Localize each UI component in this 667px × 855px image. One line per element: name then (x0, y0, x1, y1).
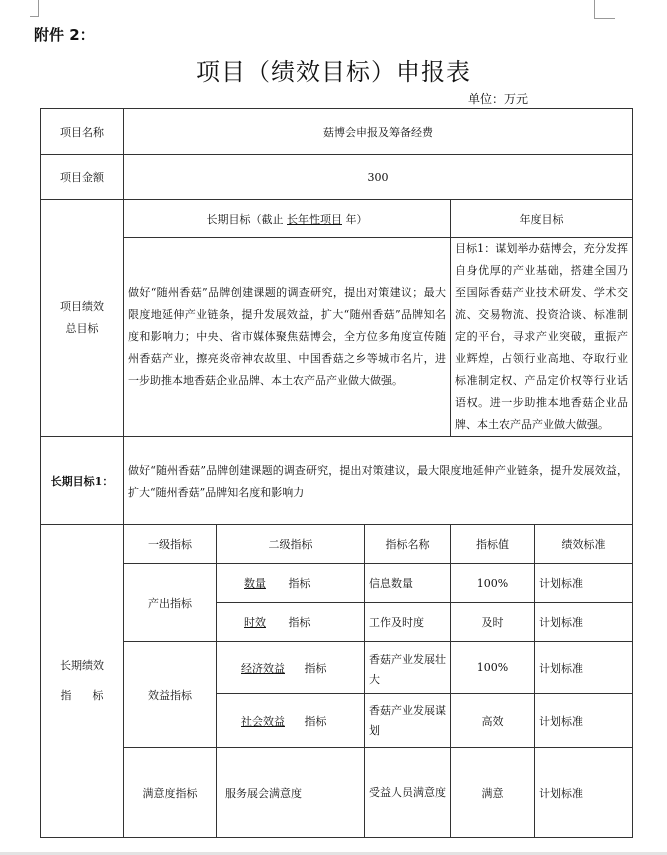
level2-suffix: 指标 (288, 577, 311, 590)
performance-standard[interactable]: 计划标准 (535, 603, 633, 642)
long-goal-1-text[interactable]: 做好“随州香菇”品牌创建课题的调查研究，提出对策建议，最大限度地延伸产业链条，提升发展效益，扩大“随州香菇”品牌知名度和影响力 (124, 437, 633, 525)
project-amount-row (41, 155, 633, 200)
goal-header-row (41, 200, 633, 238)
indicator-name[interactable]: 香菇产业发展谋划 (365, 694, 451, 748)
level2-fill[interactable]: 经济效益 (241, 661, 285, 675)
project-amount-label: 项目金额 (41, 155, 124, 200)
header-performance-standard: 绩效标准 (535, 525, 633, 564)
long-term-indicator-label-line2: 指 标 (60, 689, 104, 702)
annual-goal-header: 年度目标 (451, 200, 633, 238)
indicator-header-row (41, 525, 633, 564)
indicator-value[interactable]: 100% (451, 642, 535, 694)
level2-cell (217, 603, 365, 642)
level2-cell (217, 694, 365, 748)
indicator-row (41, 642, 633, 694)
indicator-value[interactable]: 100% (451, 564, 535, 603)
level2-cell (217, 564, 365, 603)
overall-goal-label-text: 项目绩效总目标 (60, 300, 104, 335)
performance-standard[interactable]: 计划标准 (535, 748, 633, 838)
annual-goal-text[interactable]: 目标1：谋划举办菇博会，充分发挥自身优厚的产业基础，搭建全国乃至国际香菇产业技术研发、学术交流、交易物流、投资洽谈、标准制定的平台，寻求产业突破，重振产业辉煌，占领行业高地、夺取行业标准制定权、产品定价权等行业话语权。进一步助推本地香菇企业品牌、本土农产品产业做大做强。 (451, 238, 633, 437)
unit-label: 单位：万元 (468, 92, 529, 106)
long-term-goal-text[interactable]: 做好“随州香菇”品牌创建课题的调查研究，提出对策建议；最大限度地延伸产业链条，提升发展效益，扩大“随州香菇”品牌知名度和影响力；中央、省市媒体聚焦菇博会，全方位多角度宣传随州香菇产业，擦亮炎帝神农故里、中国香菇之乡等城市名片，进一步助推本地香菇企业品牌、本土农产品产业做大做强。 (124, 238, 451, 437)
long-goal-1-row (41, 437, 633, 525)
page-corner-mark-left (30, 0, 39, 17)
header-level2: 二级指标 (217, 525, 365, 564)
output-indicator-label: 产出指标 (124, 564, 217, 642)
indicator-value[interactable]: 满意 (451, 748, 535, 838)
indicator-name[interactable]: 香菇产业发展壮大 (365, 642, 451, 694)
satisfaction-indicator-label: 满意度指标 (124, 748, 217, 838)
performance-standard[interactable]: 计划标准 (535, 564, 633, 603)
header-indicator-name: 指标名称 (365, 525, 451, 564)
indicator-name[interactable]: 工作及时度 (365, 603, 451, 642)
goal-content-row (41, 238, 633, 437)
long-term-header-fill[interactable]: 长年性项目 (287, 212, 342, 226)
header-level1: 一级指标 (124, 525, 217, 564)
header-indicator-value: 指标值 (451, 525, 535, 564)
project-name-value[interactable]: 菇博会申报及筹备经费 (124, 109, 633, 155)
attachment-label: 附件 2： (34, 26, 95, 44)
level2-fill[interactable]: 时效 (244, 616, 266, 629)
level2-service-satisfaction[interactable]: 服务展会满意度 (217, 748, 365, 838)
long-term-header-suffix: 年） (345, 212, 368, 226)
level2-fill[interactable]: 数量 (244, 577, 266, 590)
level2-suffix: 指标 (288, 616, 311, 629)
performance-standard[interactable]: 计划标准 (535, 642, 633, 694)
long-goal-1-label: 长期目标1： (41, 437, 124, 525)
indicator-value[interactable]: 及时 (451, 603, 535, 642)
project-amount-value[interactable]: 300 (124, 155, 633, 200)
level2-cell (217, 642, 365, 694)
project-name-row (41, 109, 633, 155)
long-term-indicator-label (41, 525, 124, 838)
project-name-label: 项目名称 (41, 109, 124, 155)
indicator-name[interactable]: 受益人员满意度 (365, 748, 451, 838)
indicator-row (41, 748, 633, 838)
indicator-name[interactable]: 信息数量 (365, 564, 451, 603)
level2-suffix: 指标 (304, 661, 327, 675)
benefit-indicator-label: 效益指标 (124, 642, 217, 748)
page-corner-mark-right (594, 0, 615, 19)
long-term-goal-header (124, 200, 451, 238)
indicator-row (41, 564, 633, 603)
performance-standard[interactable]: 计划标准 (535, 694, 633, 748)
long-term-indicator-label-line1: 长期绩效 (60, 659, 104, 672)
overall-goal-label (41, 200, 124, 437)
declaration-table (40, 108, 633, 838)
page-title: 项目（绩效目标）申报表 (196, 58, 471, 86)
level2-fill[interactable]: 社会效益 (241, 714, 285, 728)
indicator-value[interactable]: 高效 (451, 694, 535, 748)
level2-suffix: 指标 (304, 714, 327, 728)
long-term-header-prefix: 长期目标（截止 (206, 212, 284, 226)
